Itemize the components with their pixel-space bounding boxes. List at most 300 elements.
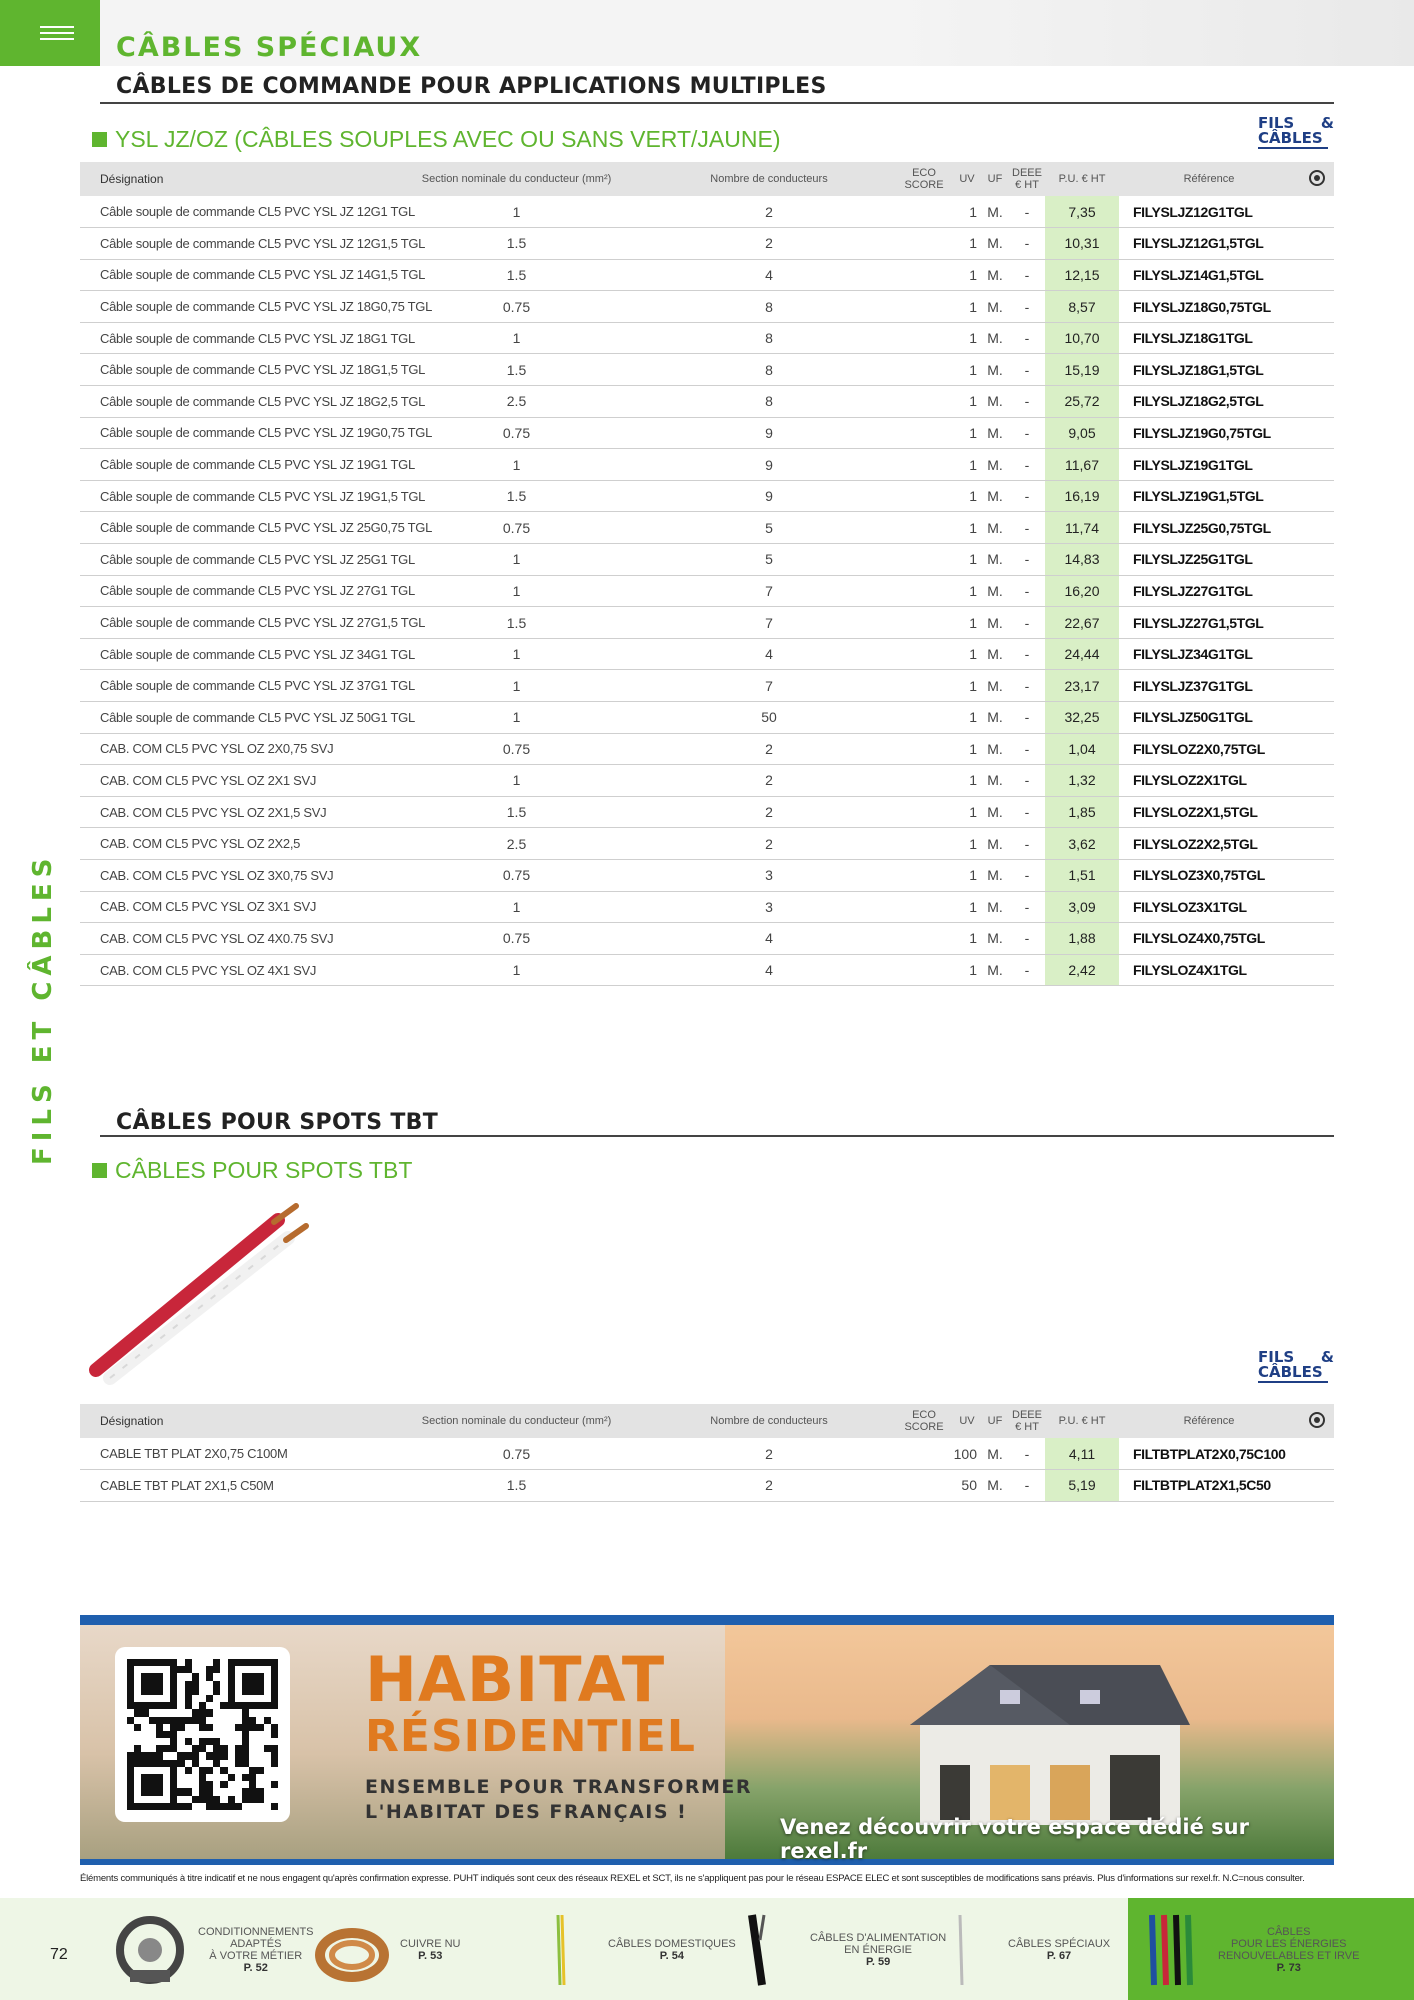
section-cell: 0.75 [390, 512, 643, 544]
eco-score-cell [895, 670, 953, 702]
power-cable-icon [722, 1910, 802, 1990]
recycle-cell [1299, 607, 1334, 639]
uf-cell: M. [981, 607, 1009, 639]
designation-cell: Câble souple de commande CL5 PVC YSL JZ 12G1 TGL [80, 196, 390, 228]
table-row [80, 765, 1334, 797]
nav-cables-speciaux[interactable]: CÂBLES SPÉCIAUX P. 67 [920, 1900, 1110, 2000]
table-row [80, 733, 1334, 765]
deee-cell: - [1009, 796, 1045, 828]
reference-cell[interactable]: FILYSLJZ12G1,5TGL [1119, 228, 1299, 260]
menu-tab[interactable] [0, 0, 100, 66]
table-row [80, 544, 1334, 576]
uv-cell: 1 [953, 765, 981, 797]
reference-cell[interactable]: FILYSLOZ2X0,75TGL [1119, 733, 1299, 765]
recycle-cell [1299, 196, 1334, 228]
table-row [80, 828, 1334, 860]
table-row [80, 449, 1334, 481]
price-cell: 8,57 [1045, 291, 1119, 323]
col-header-pu: P.U. € HT [1045, 162, 1119, 196]
section-cell: 1 [390, 670, 643, 702]
uf-cell: M. [981, 891, 1009, 923]
price-cell: 1,51 [1045, 859, 1119, 891]
uf-cell: M. [981, 765, 1009, 797]
table-row [80, 638, 1334, 670]
price-cell: 23,17 [1045, 670, 1119, 702]
menu-icon[interactable] [40, 26, 74, 44]
conducteurs-cell: 4 [643, 259, 895, 291]
conducteurs-cell: 9 [643, 449, 895, 481]
recycle-cell [1299, 480, 1334, 512]
conducteurs-cell: 4 [643, 954, 895, 986]
table-row [80, 228, 1334, 260]
eco-score-cell [895, 923, 953, 955]
uv-cell: 1 [953, 417, 981, 449]
eco-score-cell [895, 733, 953, 765]
conducteurs-cell: 9 [643, 417, 895, 449]
conducteurs-cell: 4 [643, 923, 895, 955]
reference-cell[interactable]: FILYSLOZ2X2,5TGL [1119, 828, 1299, 860]
designation-cell: Câble souple de commande CL5 PVC YSL JZ 19G1,5 TGL [80, 480, 390, 512]
reference-cell[interactable]: FILYSLOZ2X1,5TGL [1119, 796, 1299, 828]
table-row [80, 480, 1334, 512]
reference-cell[interactable]: FILYSLJZ19G1TGL [1119, 449, 1299, 481]
reference-cell[interactable]: FILYSLOZ2X1TGL [1119, 765, 1299, 797]
uf-cell: M. [981, 859, 1009, 891]
designation-cell: CAB. COM CL5 PVC YSL OZ 3X0,75 SVJ [80, 859, 390, 891]
nav-energies-renouvelables[interactable]: CÂBLES POUR LES ÉNERGIES RENOUVELABLES ET IRVE P. 73 [1130, 1900, 1359, 2000]
eco-score-cell [895, 796, 953, 828]
designation-cell: CAB. COM CL5 PVC YSL OZ 4X1 SVJ [80, 954, 390, 986]
recycle-cell [1299, 417, 1334, 449]
deee-cell: - [1009, 891, 1045, 923]
col-header-eco: ECO SCORE [895, 1404, 953, 1438]
table-row [80, 322, 1334, 354]
eco-score-cell [895, 322, 953, 354]
section-cell: 1.5 [390, 354, 643, 386]
uv-cell: 1 [953, 859, 981, 891]
col-header-pu: P.U. € HT [1045, 1404, 1119, 1438]
section-cell: 0.75 [390, 417, 643, 449]
deee-cell: - [1009, 417, 1045, 449]
reference-cell[interactable]: FILYSLJZ14G1,5TGL [1119, 259, 1299, 291]
designation-cell: Câble souple de commande CL5 PVC YSL JZ 19G1 TGL [80, 449, 390, 481]
uf-cell: M. [981, 354, 1009, 386]
uv-cell: 1 [953, 322, 981, 354]
reference-cell[interactable]: FILYSLJZ25G0,75TGL [1119, 512, 1299, 544]
section-cell: 1.5 [390, 607, 643, 639]
section-cell: 2.5 [390, 828, 643, 860]
reference-cell[interactable]: FILYSLJZ50G1TGL [1119, 702, 1299, 734]
col-header-deee: DEEE € HT [1009, 162, 1045, 196]
table-row [80, 512, 1334, 544]
uv-cell: 1 [953, 891, 981, 923]
conducteurs-cell: 2 [643, 228, 895, 260]
nav-cables-domestiques[interactable]: CÂBLES DOMESTIQUES P. 54 [520, 1900, 736, 2000]
table-row [80, 702, 1334, 734]
eco-score-cell [895, 354, 953, 386]
section-cell: 0.75 [390, 291, 643, 323]
recycle-cell [1299, 638, 1334, 670]
designation-cell: Câble souple de commande CL5 PVC YSL JZ 25G0,75 TGL [80, 512, 390, 544]
price-cell: 11,67 [1045, 449, 1119, 481]
eco-score-cell [895, 417, 953, 449]
price-cell: 1,32 [1045, 765, 1119, 797]
col-header-reference: Référence [1119, 162, 1299, 196]
uv-cell: 1 [953, 480, 981, 512]
designation-cell: CABLE TBT PLAT 2X1,5 C50M [80, 1470, 390, 1502]
deee-cell: - [1009, 607, 1045, 639]
price-cell: 3,09 [1045, 891, 1119, 923]
designation-cell: Câble souple de commande CL5 PVC YSL JZ 18G2,5 TGL [80, 386, 390, 418]
reference-cell[interactable]: FILYSLOZ4X0,75TGL [1119, 923, 1299, 955]
conducteurs-cell: 5 [643, 544, 895, 576]
subsection-title-spots [92, 1157, 412, 1184]
reference-cell[interactable]: FILYSLOZ3X1TGL [1119, 891, 1299, 923]
uv-cell: 1 [953, 544, 981, 576]
uf-cell: M. [981, 638, 1009, 670]
recycle-cell [1299, 954, 1334, 986]
section-cell: 0.75 [390, 1438, 643, 1470]
qr-code[interactable] [115, 1647, 290, 1822]
reference-cell[interactable]: FILYSLJZ37G1TGL [1119, 670, 1299, 702]
deee-cell: - [1009, 954, 1045, 986]
bullet-square-icon [92, 132, 107, 147]
conducteurs-cell: 5 [643, 512, 895, 544]
deee-cell: - [1009, 733, 1045, 765]
recycle-cell [1299, 354, 1334, 386]
section-divider [100, 102, 1334, 104]
section-cell: 1 [390, 702, 643, 734]
eco-score-cell [895, 828, 953, 860]
uf-cell: M. [981, 480, 1009, 512]
uv-cell: 1 [953, 196, 981, 228]
section-cell: 1.5 [390, 796, 643, 828]
eco-score-cell [895, 449, 953, 481]
col-header-uv: UV [953, 162, 981, 196]
reference-cell[interactable]: FILTBTPLAT2X0,75C100 [1119, 1438, 1299, 1470]
reference-cell[interactable]: FILYSLJZ18G2,5TGL [1119, 386, 1299, 418]
designation-cell: Câble souple de commande CL5 PVC YSL JZ 27G1 TGL [80, 575, 390, 607]
reference-cell[interactable]: FILYSLJZ12G1TGL [1119, 196, 1299, 228]
nav-cuivre-nu[interactable]: CUIVRE NU P. 53 [312, 1900, 461, 2000]
col-header-recycle [1299, 162, 1334, 196]
section-cell: 1 [390, 196, 643, 228]
conducteurs-cell: 4 [643, 638, 895, 670]
table-row [80, 575, 1334, 607]
uf-cell: M. [981, 954, 1009, 986]
uf-cell: M. [981, 702, 1009, 734]
subsection-label: CÂBLES POUR SPOTS TBT [115, 1157, 413, 1183]
page-title: CÂBLES SPÉCIAUX [116, 32, 423, 63]
col-header-designation: Désignation [80, 162, 390, 196]
price-cell: 16,20 [1045, 575, 1119, 607]
section-cell: 1 [390, 765, 643, 797]
table-row [80, 1470, 1334, 1502]
section-cell: 1 [390, 954, 643, 986]
product-table-ysl [80, 162, 1334, 986]
deee-cell: - [1009, 354, 1045, 386]
conducteurs-cell: 8 [643, 354, 895, 386]
price-cell: 12,15 [1045, 259, 1119, 291]
table-row [80, 354, 1334, 386]
col-header-reference: Référence [1119, 1404, 1299, 1438]
table-row [80, 291, 1334, 323]
conducteurs-cell: 2 [643, 733, 895, 765]
designation-cell: Câble souple de commande CL5 PVC YSL JZ 37G1 TGL [80, 670, 390, 702]
section-cell: 1 [390, 891, 643, 923]
section-title-spots: CÂBLES POUR SPOTS TBT [116, 1110, 439, 1135]
deee-cell: - [1009, 1438, 1045, 1470]
recycle-cell [1299, 891, 1334, 923]
designation-cell: Câble souple de commande CL5 PVC YSL JZ 25G1 TGL [80, 544, 390, 576]
conducteurs-cell: 9 [643, 480, 895, 512]
section-cell: 1 [390, 575, 643, 607]
section-cell: 1.5 [390, 480, 643, 512]
table-header-row [80, 162, 1334, 196]
uf-cell: M. [981, 1470, 1009, 1502]
uv-cell: 1 [953, 354, 981, 386]
table-row [80, 859, 1334, 891]
recycle-icon [1309, 1412, 1325, 1428]
table-row [80, 891, 1334, 923]
conducteurs-cell: 2 [643, 828, 895, 860]
uv-cell: 50 [953, 1470, 981, 1502]
uf-cell: M. [981, 575, 1009, 607]
uf-cell: M. [981, 923, 1009, 955]
price-cell: 11,74 [1045, 512, 1119, 544]
habitat-residentiel-banner[interactable] [80, 1615, 1334, 1865]
deee-cell: - [1009, 765, 1045, 797]
deee-cell: - [1009, 670, 1045, 702]
eco-score-cell [895, 954, 953, 986]
recycle-cell [1299, 859, 1334, 891]
designation-cell: Câble souple de commande CL5 PVC YSL JZ 19G0,75 TGL [80, 417, 390, 449]
eco-score-cell [895, 702, 953, 734]
reference-cell[interactable]: FILYSLJZ19G0,75TGL [1119, 417, 1299, 449]
conducteurs-cell: 2 [643, 196, 895, 228]
table-row [80, 670, 1334, 702]
reference-cell[interactable]: FILYSLJZ18G0,75TGL [1119, 291, 1299, 323]
uf-cell: M. [981, 670, 1009, 702]
designation-cell: CAB. COM CL5 PVC YSL OZ 4X0.75 SVJ [80, 923, 390, 955]
recycle-cell [1299, 575, 1334, 607]
subsection-label: YSL JZ/OZ (CÂBLES SOUPLES AVEC OU SANS VERT/JAUNE) [115, 126, 781, 152]
section-cell: 1.5 [390, 259, 643, 291]
uv-cell: 1 [953, 670, 981, 702]
col-header-deee: DEEE € HT [1009, 1404, 1045, 1438]
eco-score-cell [895, 259, 953, 291]
uv-cell: 1 [953, 828, 981, 860]
recycle-cell [1299, 1438, 1334, 1470]
cable-reel-icon [110, 1910, 190, 1990]
table-row [80, 417, 1334, 449]
section-cell: 2.5 [390, 386, 643, 418]
recycle-cell [1299, 228, 1334, 260]
designation-cell: CAB. COM CL5 PVC YSL OZ 3X1 SVJ [80, 891, 390, 923]
uv-cell: 1 [953, 954, 981, 986]
designation-cell: Câble souple de commande CL5 PVC YSL JZ 50G1 TGL [80, 702, 390, 734]
recycle-icon [1309, 170, 1325, 186]
fils-cables-logo: FILS & CÂBLES [1258, 114, 1334, 147]
recycle-cell [1299, 828, 1334, 860]
uv-cell: 1 [953, 607, 981, 639]
recycle-cell [1299, 765, 1334, 797]
price-cell: 10,31 [1045, 228, 1119, 260]
section-cell: 1 [390, 322, 643, 354]
designation-cell: Câble souple de commande CL5 PVC YSL JZ 12G1,5 TGL [80, 228, 390, 260]
uv-cell: 1 [953, 259, 981, 291]
conducteurs-cell: 2 [643, 1438, 895, 1470]
eco-score-cell [895, 228, 953, 260]
eco-score-cell [895, 291, 953, 323]
price-cell: 9,05 [1045, 417, 1119, 449]
uf-cell: M. [981, 796, 1009, 828]
section-cell: 1 [390, 544, 643, 576]
banner-headline-2: RÉSIDENTIEL [365, 1711, 696, 1762]
nav-cables-alimentation[interactable]: CÂBLES D'ALIMENTATION EN ÉNERGIE P. 59 [722, 1900, 946, 2000]
col-header-section: Section nominale du conducteur (mm²) [390, 1404, 643, 1438]
conducteurs-cell: 7 [643, 607, 895, 639]
price-cell: 32,25 [1045, 702, 1119, 734]
special-cable-icon [920, 1910, 1000, 1990]
reference-cell[interactable]: FILYSLOZ4X1TGL [1119, 954, 1299, 986]
eco-score-cell [895, 575, 953, 607]
price-cell: 25,72 [1045, 386, 1119, 418]
reference-cell[interactable]: FILYSLJZ18G1,5TGL [1119, 354, 1299, 386]
uf-cell: M. [981, 512, 1009, 544]
designation-cell: CAB. COM CL5 PVC YSL OZ 2X0,75 SVJ [80, 733, 390, 765]
uv-cell: 1 [953, 291, 981, 323]
deee-cell: - [1009, 1470, 1045, 1502]
deee-cell: - [1009, 923, 1045, 955]
page-number: 72 [50, 1946, 68, 1963]
recycle-cell [1299, 259, 1334, 291]
col-header-section: Section nominale du conducteur (mm²) [390, 162, 643, 196]
uv-cell: 1 [953, 228, 981, 260]
table-row [80, 196, 1334, 228]
uv-cell: 1 [953, 638, 981, 670]
designation-cell: CAB. COM CL5 PVC YSL OZ 2X1,5 SVJ [80, 796, 390, 828]
deee-cell: - [1009, 480, 1045, 512]
banner-cta-link[interactable]: Venez découvrir votre espace dédié sur rexel.fr [780, 1815, 1249, 1863]
conducteurs-cell: 50 [643, 702, 895, 734]
table-row [80, 259, 1334, 291]
uf-cell: M. [981, 196, 1009, 228]
price-cell: 1,04 [1045, 733, 1119, 765]
eco-score-cell [895, 765, 953, 797]
designation-cell: Câble souple de commande CL5 PVC YSL JZ 14G1,5 TGL [80, 259, 390, 291]
price-cell: 5,19 [1045, 1470, 1119, 1502]
conducteurs-cell: 3 [643, 859, 895, 891]
eco-score-cell [895, 196, 953, 228]
deee-cell: - [1009, 259, 1045, 291]
eco-score-cell [895, 1438, 953, 1470]
table-row [80, 1438, 1334, 1470]
conducteurs-cell: 8 [643, 322, 895, 354]
table-row [80, 954, 1334, 986]
flat-cable-image [88, 1200, 308, 1390]
table-header-row [80, 1404, 1334, 1438]
reference-cell[interactable]: FILYSLJZ18G1TGL [1119, 322, 1299, 354]
price-cell: 4,11 [1045, 1438, 1119, 1470]
subsection-title-ysl [92, 126, 780, 153]
bullet-square-icon [92, 1163, 107, 1178]
house-image [870, 1655, 1200, 1825]
deee-cell: - [1009, 196, 1045, 228]
uv-cell: 1 [953, 512, 981, 544]
conducteurs-cell: 3 [643, 891, 895, 923]
col-header-eco: ECO SCORE [895, 162, 953, 196]
col-header-uv: UV [953, 1404, 981, 1438]
deee-cell: - [1009, 702, 1045, 734]
banner-headline: HABITAT [365, 1643, 666, 1716]
uf-cell: M. [981, 1438, 1009, 1470]
price-cell: 7,35 [1045, 196, 1119, 228]
renewable-cable-icon [1130, 1910, 1210, 1990]
designation-cell: Câble souple de commande CL5 PVC YSL JZ 34G1 TGL [80, 638, 390, 670]
deee-cell: - [1009, 859, 1045, 891]
section-divider [100, 1135, 1334, 1137]
price-cell: 14,83 [1045, 544, 1119, 576]
uv-cell: 1 [953, 733, 981, 765]
table-row [80, 796, 1334, 828]
recycle-cell [1299, 512, 1334, 544]
eco-score-cell [895, 638, 953, 670]
section-cell: 1.5 [390, 228, 643, 260]
uv-cell: 1 [953, 702, 981, 734]
uf-cell: M. [981, 449, 1009, 481]
reference-cell[interactable]: FILYSLJZ19G1,5TGL [1119, 480, 1299, 512]
price-cell: 22,67 [1045, 607, 1119, 639]
recycle-cell [1299, 670, 1334, 702]
section-title-commande: CÂBLES DE COMMANDE POUR APPLICATIONS MULTIPLES [116, 74, 827, 99]
recycle-cell [1299, 291, 1334, 323]
recycle-cell [1299, 386, 1334, 418]
price-cell: 1,85 [1045, 796, 1119, 828]
reference-cell[interactable]: FILYSLJZ27G1TGL [1119, 575, 1299, 607]
conducteurs-cell: 2 [643, 1470, 895, 1502]
recycle-cell [1299, 733, 1334, 765]
deee-cell: - [1009, 449, 1045, 481]
eco-score-cell [895, 1470, 953, 1502]
uf-cell: M. [981, 828, 1009, 860]
section-cell: 1.5 [390, 1470, 643, 1502]
reference-cell[interactable]: FILYSLJZ27G1,5TGL [1119, 607, 1299, 639]
section-cell: 0.75 [390, 923, 643, 955]
col-header-recycle [1299, 1404, 1334, 1438]
uf-cell: M. [981, 544, 1009, 576]
uf-cell: M. [981, 228, 1009, 260]
uv-cell: 100 [953, 1438, 981, 1470]
deee-cell: - [1009, 638, 1045, 670]
uf-cell: M. [981, 259, 1009, 291]
col-header-uf: UF [981, 1404, 1009, 1438]
designation-cell: Câble souple de commande CL5 PVC YSL JZ 27G1,5 TGL [80, 607, 390, 639]
uf-cell: M. [981, 386, 1009, 418]
reference-cell[interactable]: FILYSLOZ3X0,75TGL [1119, 859, 1299, 891]
uv-cell: 1 [953, 575, 981, 607]
col-header-designation: Désignation [80, 1404, 390, 1438]
reference-cell[interactable]: FILTBTPLAT2X1,5C50 [1119, 1470, 1299, 1502]
deee-cell: - [1009, 828, 1045, 860]
recycle-cell [1299, 1470, 1334, 1502]
nav-conditionnements[interactable]: CONDITIONNEMENTS ADAPTÉS À VOTRE MÉTIER P. 52 [110, 1900, 314, 2000]
reference-cell[interactable]: FILYSLJZ25G1TGL [1119, 544, 1299, 576]
eco-score-cell [895, 891, 953, 923]
reference-cell[interactable]: FILYSLJZ34G1TGL [1119, 638, 1299, 670]
recycle-cell [1299, 544, 1334, 576]
eco-score-cell [895, 512, 953, 544]
